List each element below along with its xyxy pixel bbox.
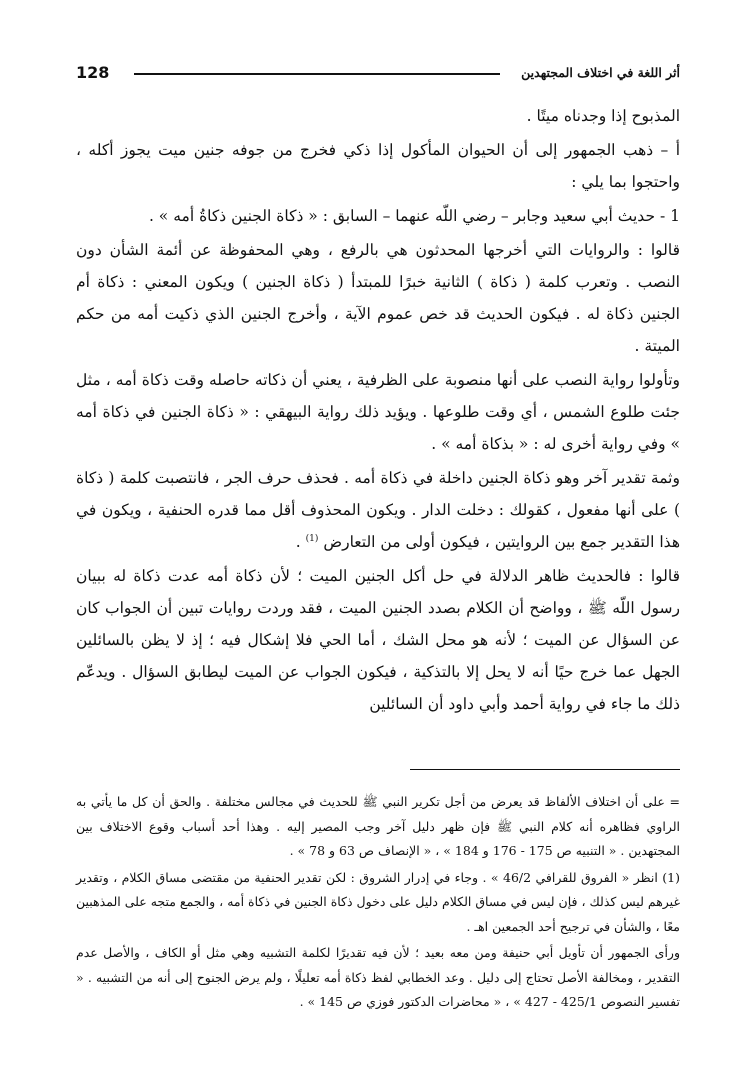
page-number: 128 [76,63,110,82]
footnote-paragraph: ورأى الجمهور أن تأويل أبي حنيفة ومن معه بعيد ؛ لأن فيه تقديرًا لكلمة التشبيه وهي مثل أو الكاف ، والأصل عدم التقدير ، ومخالفة الأصل تحتاج إلى دليل . وعد الخطابي لفظ ذكاة أمه تعليلًا ، ولم يرض الجنوح إلى أنه من التشبيه . « تفسير النصوص 425/1 - 427 » ، « محاضرات الدكتور فوزي ص 145 » . [76,945,680,1009]
footnote-continuation: = على أن اختلاف الألفاظ قد يعرض من أجل تكرير النبي ﷺ للحديث في مجالس مختلفة . والحق أن كل ما يأتي به الراوي فظاهره أنه كلام النبي ﷺ فإن ظهر دليل آخر وجب المصير إليه . وهذا أحد أسباب وقوع الاختلاف بين المجتهدين . « التنبيه ص 175 - 176 و 184 » ، « الإنصاف ص 63 و 78 » . [76,794,680,858]
paragraph [76,462,680,558]
footnote-divider [410,769,680,770]
footnotes [76,790,680,1015]
paragraph-text: وثمة تقدير آخر وهو ذكاة الجنين داخلة في ذكاة أمه . فحذف حرف الجر ، فانتصبت كلمة ( ذكاة ) على أنها مفعول ، كقولك : دخلت الدار . ويكون المحذوف أقل مما قدره الحنفية ، ويكون في هذا التقدير جمع بين الروايتين ، فيكون أولى من التعارض [76,469,680,551]
paragraph: 1 - حديث أبي سعيد وجابر – رضي اللّه عنهما – السابق : « ذكاة الجنين ذكاةُ أمه » . [148,207,680,225]
footnote-marker: (1) [305,533,319,544]
paragraph: قالوا : فالحديث ظاهر الدلالة في حل أكل الجنين الميت ؛ لأن ذكاة أمه عدت ذكاة له ببيان رسول اللّه ﷺ ، وواضح أن الكلام بصدد الجنين الميت ، فقد وردت روايات تبين أن الجواب كان عن السؤال عن الميت ؛ لأنه هو محل الشك ، أما الحي فلا إشكال فيه ؛ إذ لا يظن بالسائلين الجهل عما خرج حيًا أنه لا يحل إلا بالتذكية ، فيكون الجواب عن الميت ليطابق السؤال . ويدعّم ذلك ما جاء في رواية أحمد وأبي داود أن السائلين [76,567,680,713]
paragraph-end: . [295,533,306,551]
paragraph: المذبوح إذا وجدناه ميتًا . [526,107,680,125]
header-rule [134,73,500,75]
paragraph: وتأولوا رواية النصب على أنها منصوبة على الظرفية ، يعني أن ذكاته حاصله وقت ذكاة أمه ، مثل جئت طلوع الشمس ، أي وقت طلوعها . ويؤيد ذلك رواية البيهقي : « ذكاة الجنين في ذكاة أمه » وفي رواية أخرى له : « بذكاة أمه » . [76,371,680,453]
paragraph: أ – ذهب الجمهور إلى أن الحيوان المأكول إذا ذكي فخرج من جوفه جنين ميت يجوز أكله ، واحتجوا بما يلي : [76,141,680,191]
page-header [76,62,680,88]
running-title: أثر اللغة في اختلاف المجتهدين [521,65,680,80]
paragraph: قالوا : والروايات التي أخرجها المحدثون هي بالرفع ، وهي المحفوظة عن أئمة الشأن دون النصب . وتعرب كلمة ( ذكاة ) الثانية خبرًا للمبتدأ ( ذكاة الجنين ) ويكون المعني : ذكاة أم الجنين ذكاة له . فيكون الحديث قد خص عموم الآية ، وأخرج الجنين الذي ذكيت أمه من حكم الميتة . [76,241,680,355]
footnote: (1) انظر « الفروق للقرافي 46/2 » . وجاء في إدرار الشروق : لكن تقدير الحنفية من مقتضى مساق الكلام ، وتقدير غيرهم ليس كذلك ، فإن ليس في مساق الكلام دليل على دخول ذكاة الجنين في ذكاة أمه ، والجمع متجه على المذهبين معًا ، والشأن في ترجيح أحد الجمعين اهـ . [76,869,681,934]
main-text [76,100,680,720]
